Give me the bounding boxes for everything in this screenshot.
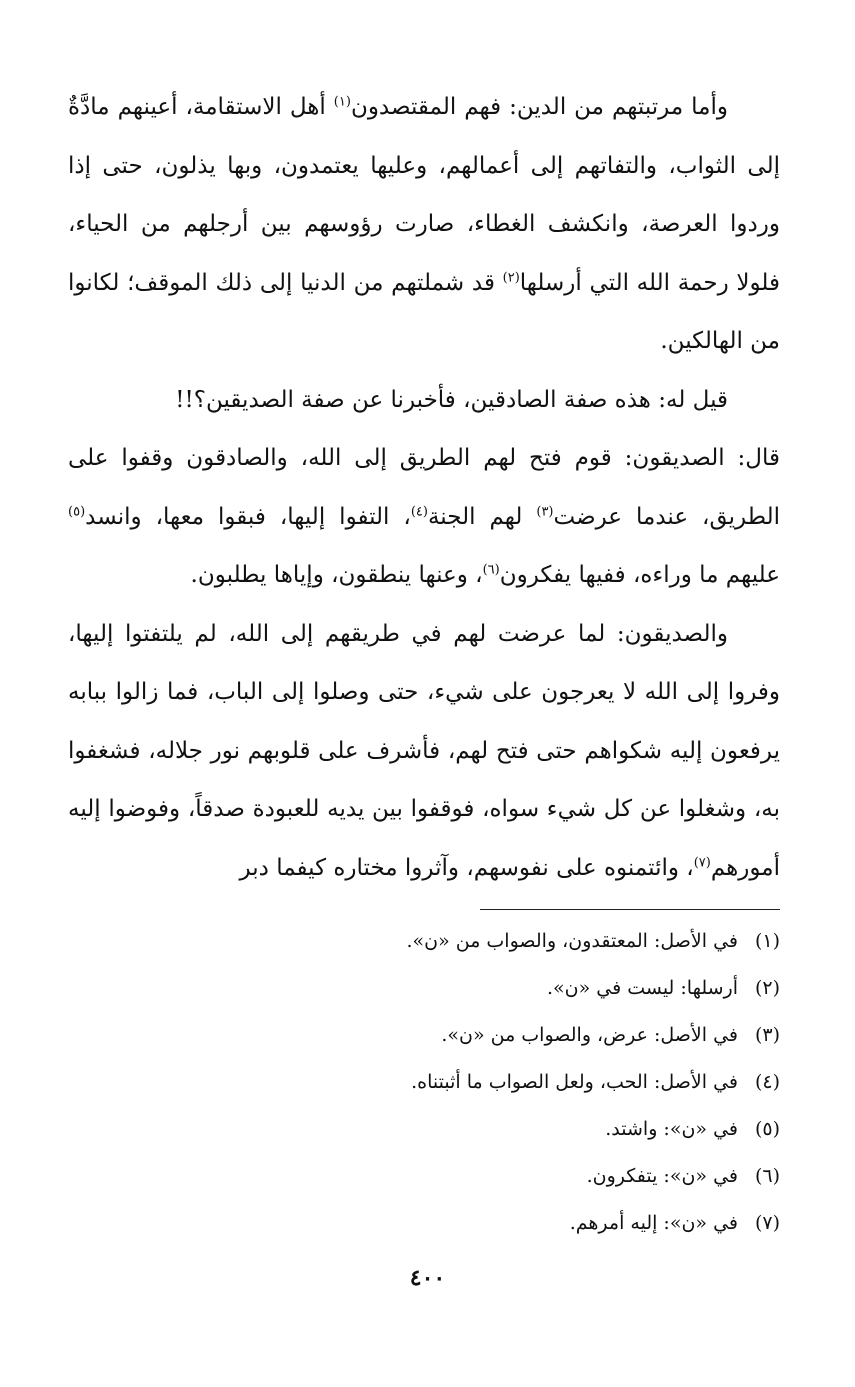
- footnote-ref-2: (٢): [502, 269, 520, 285]
- footnote-text: في «ن»: إليه أمرهم.: [569, 1212, 738, 1234]
- footnote-number: (٤): [754, 1071, 780, 1093]
- footnote-number: (٢): [754, 977, 780, 999]
- footnote-ref-7: (٧): [693, 854, 711, 870]
- paragraph-4: [68, 605, 780, 898]
- footnote-text: في الأصل: المعتقدون، والصواب من «ن».: [406, 930, 738, 952]
- footnote-number: (٥): [754, 1118, 780, 1140]
- main-text: [68, 78, 780, 897]
- paragraph-3-text-a: قال: الصديقون: قوم فتح لهم الطريق إلى الله، والصادقون وقفوا على الطريق، عندما عرضت: [68, 445, 780, 530]
- paragraph-1: [68, 78, 780, 371]
- footnote-4: [68, 1059, 780, 1106]
- paragraph-3-text-b: لهم الجنة: [427, 503, 537, 530]
- paragraph-4-text-b: ، وائتمنوه على نفوسهم، وآثروا مختاره كيفما دبر: [239, 854, 694, 881]
- footnote-separator: [480, 909, 780, 910]
- footnote-ref-1: (١): [333, 94, 351, 110]
- page-number: ٤٠٠: [409, 1265, 446, 1291]
- footnote-1: [68, 918, 780, 965]
- paragraph-2: قيل له: هذه صفة الصادقين، فأخبرنا عن صفة الصديقين؟!!: [175, 386, 728, 413]
- footnote-text: أرسلها: ليست في «ن».: [546, 977, 738, 999]
- footnote-3: [68, 1012, 780, 1059]
- footnote-ref-3: (٣): [536, 503, 554, 519]
- footnote-6: [68, 1153, 780, 1200]
- footnotes: [68, 918, 780, 1247]
- paragraph-3-text-d: عليهم ما وراءه، ففيها يفكرون: [499, 562, 780, 588]
- footnote-ref-5: (٥): [68, 503, 86, 519]
- footnote-2: [68, 965, 780, 1012]
- paragraph-1-text-a: وأما مرتبتهم من الدين: فهم المقتصدون: [350, 94, 728, 120]
- paragraph-1-text-c: قد شملتهم من الدنيا إلى ذلك الموقف؛ لكانوا من الهالكين.: [68, 269, 780, 354]
- footnote-number: (١): [754, 930, 780, 952]
- paragraph-3: [68, 429, 780, 605]
- footnote-ref-6: (٦): [482, 562, 500, 578]
- footnote-text: في «ن»: واشتد.: [605, 1118, 738, 1140]
- footnote-number: (٦): [754, 1165, 780, 1187]
- footnote-text: في الأصل: عرض، والصواب من «ن».: [441, 1024, 738, 1046]
- footnote-number: (٣): [754, 1024, 780, 1046]
- paragraph-3-text-c: ، التفوا إليها، فبقوا معها، وانسد: [85, 503, 411, 530]
- footnote-number: (٧): [754, 1212, 780, 1234]
- footnote-text: في «ن»: يتفكرون.: [586, 1165, 738, 1187]
- footnote-7: [68, 1200, 780, 1247]
- paragraph-1-text-b: أهل الاستقامة، أعينهم مادَّةٌ إلى الثواب، والتفاتهم إلى أعمالهم، وعليها يعتمدون، وبها يذلون، حتى إذا وردوا العرصة، وانكشف الغطاء، صارت رؤوسهم بين أرجلهم من الحياء، فلولا رحمة الله التي أرسلها: [68, 94, 780, 296]
- paragraph-4-text-a: والصديقون: لما عرضت لهم في طريقهم إلى الله، لم يلتفتوا إليها، وفروا إلى الله لا يعرجون على شيء، حتى وصلوا إلى الباب، فما زالوا ببابه يرفعون إليه شكواهم حتى فتح لهم، فأشرف على قلوبهم نور جلاله، فشغفوا به، وشغلوا عن كل شيء سواه، فوقفوا بين يديه للعبودة صدقاً، وفوضوا إليه أمورهم: [68, 620, 780, 881]
- footnote-ref-4: (٤): [410, 503, 428, 519]
- paragraph-3-text-e: ، وعنها ينطقون، وإياها يطلبون.: [190, 562, 483, 588]
- footnote-5: [68, 1106, 780, 1153]
- footnote-text: في الأصل: الحب، ولعل الصواب ما أثبتناه.: [411, 1071, 738, 1093]
